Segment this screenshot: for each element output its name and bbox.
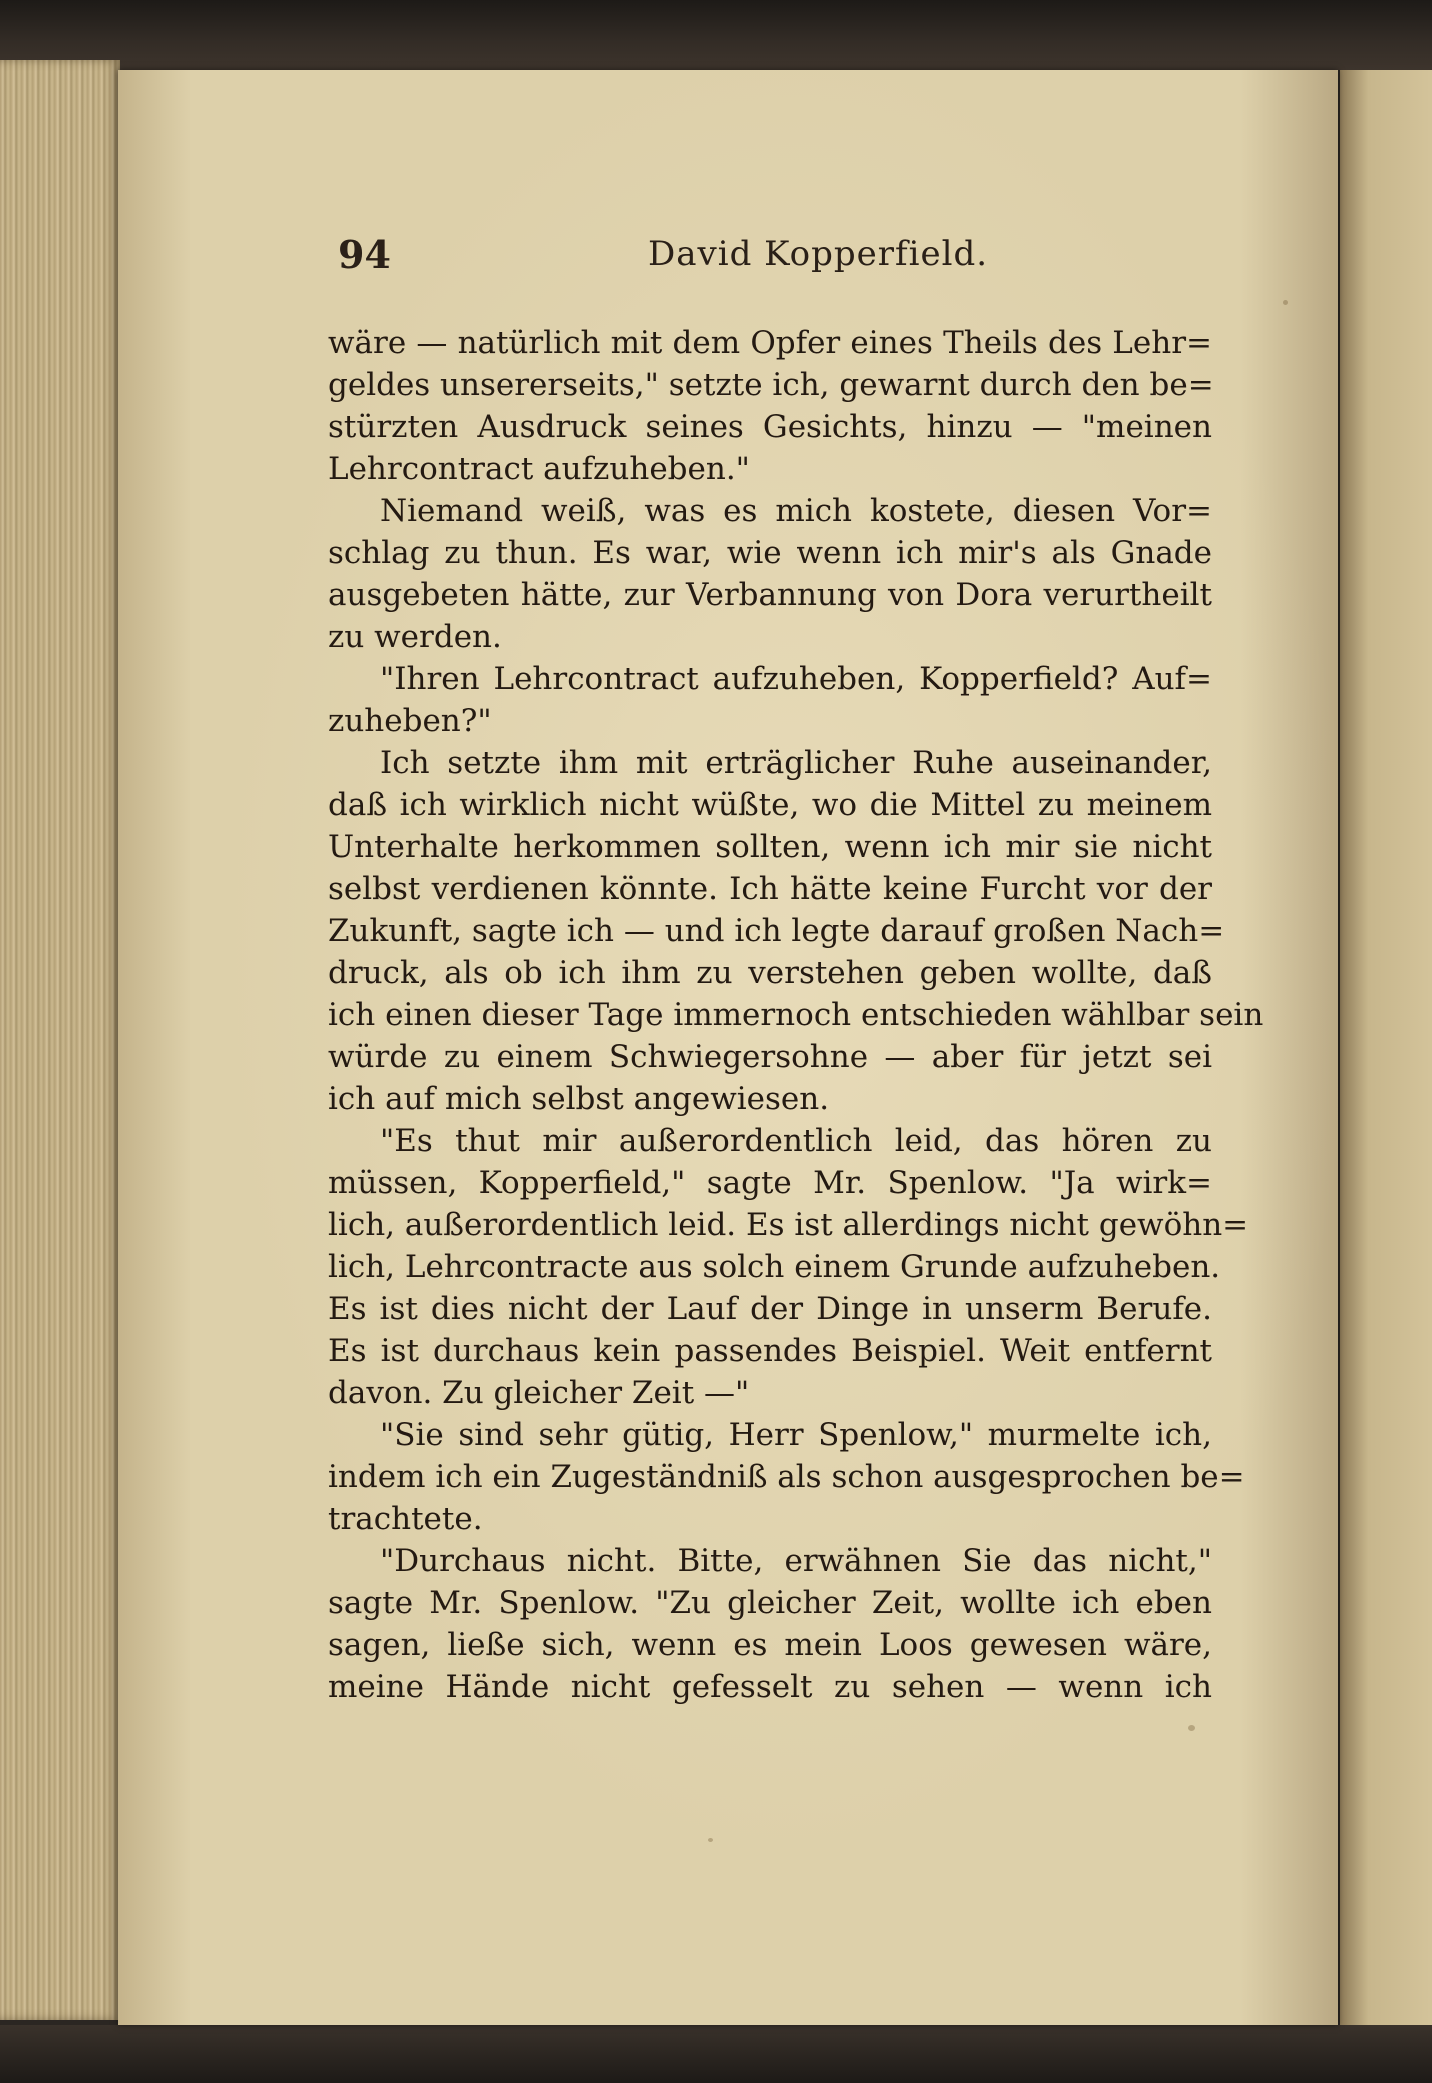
text-line: Niemand weiß, was es mich kostete, diesen Vor= (380, 493, 1212, 529)
text-line: Unterhalte herkommen sollten, wenn ich mir sie nicht (328, 829, 1212, 865)
text-line: selbst verdienen könnte. Ich hätte keine Furcht vor der (328, 871, 1212, 907)
text-line: geldes unsererseits," setzte ich, gewarnt durch den be= (328, 367, 1214, 403)
text-line: müssen, Kopperfield," sagte Mr. Spenlow. "Ja wirk= (328, 1165, 1212, 1201)
text-line: "Durchaus nicht. Bitte, erwähnen Sie das nicht," (380, 1543, 1212, 1579)
page-stain (708, 1838, 713, 1842)
text-line: lich, außerordentlich leid. Es ist allerdings nicht gewöhn= (328, 1207, 1249, 1243)
text-line: ich auf mich selbst angewiesen. (328, 1081, 830, 1117)
text-line: wäre — natürlich mit dem Opfer eines Theils des Lehr= (328, 325, 1212, 361)
page-stain (1188, 1725, 1195, 1731)
text-line: "Es thut mir außerordentlich leid, das hören zu (380, 1123, 1212, 1159)
page-stain (1283, 300, 1288, 305)
text-line: Ich setzte ihm mit erträglicher Ruhe auseinander, (380, 745, 1212, 781)
text-line: davon. Zu gleicher Zeit —" (328, 1375, 750, 1411)
text-line: zuheben?" (328, 703, 492, 739)
text-line: Es ist dies nicht der Lauf der Dinge in unserm Berufe. (328, 1291, 1212, 1327)
text-line: sagte Mr. Spenlow. "Zu gleicher Zeit, wollte ich eben (328, 1585, 1212, 1621)
text-line: würde zu einem Schwiegersohne — aber für jetzt sei (328, 1039, 1212, 1075)
text-line: schlag zu thun. Es war, wie wenn ich mir's als Gnade (328, 535, 1212, 571)
text-line: ausgebeten hätte, zur Verbannung von Dora verurtheilt (328, 577, 1212, 613)
text-line: "Ihren Lehrcontract aufzuheben, Kopperfield? Auf= (380, 661, 1212, 697)
text-line: "Sie sind sehr gütig, Herr Spenlow," murmelte ich, (380, 1417, 1212, 1453)
book-cover-bottom (0, 2025, 1432, 2083)
text-line: druck, als ob ich ihm zu verstehen geben wollte, daß (328, 955, 1212, 991)
next-page-edge (1340, 70, 1432, 2025)
text-line: Zukunft, sagte ich — und ich legte darauf großen Nach= (328, 913, 1225, 949)
text-line: lich, Lehrcontracte aus solch einem Grunde aufzuheben. (328, 1249, 1221, 1285)
text-line: sagen, ließe sich, wenn es mein Loos gewesen wäre, (328, 1627, 1212, 1663)
text-line: stürzten Ausdruck seines Gesichts, hinzu — "meinen (328, 409, 1212, 445)
text-line: ich einen dieser Tage immernoch entschieden wählbar sein (328, 997, 1264, 1033)
text-line: meine Hände nicht gefesselt zu sehen — wenn ich (328, 1669, 1212, 1705)
running-title: David Kopperfield. (648, 234, 989, 274)
text-line: zu werden. (328, 619, 502, 655)
page-edge-stack (0, 60, 120, 2020)
text-line: Es ist durchaus kein passendes Beispiel. Weit entfernt (328, 1333, 1212, 1369)
text-line: indem ich ein Zugeständniß als schon ausgesprochen be= (328, 1459, 1245, 1495)
text-line: Lehrcontract aufzuheben." (328, 451, 750, 487)
text-line: trachtete. (328, 1501, 483, 1537)
page-number: 94 (338, 232, 391, 277)
body-text (328, 322, 1264, 1708)
book-cover-top (0, 0, 1432, 70)
page-header (338, 232, 1218, 282)
text-line: daß ich wirklich nicht wüßte, wo die Mittel zu meinem (328, 787, 1212, 823)
